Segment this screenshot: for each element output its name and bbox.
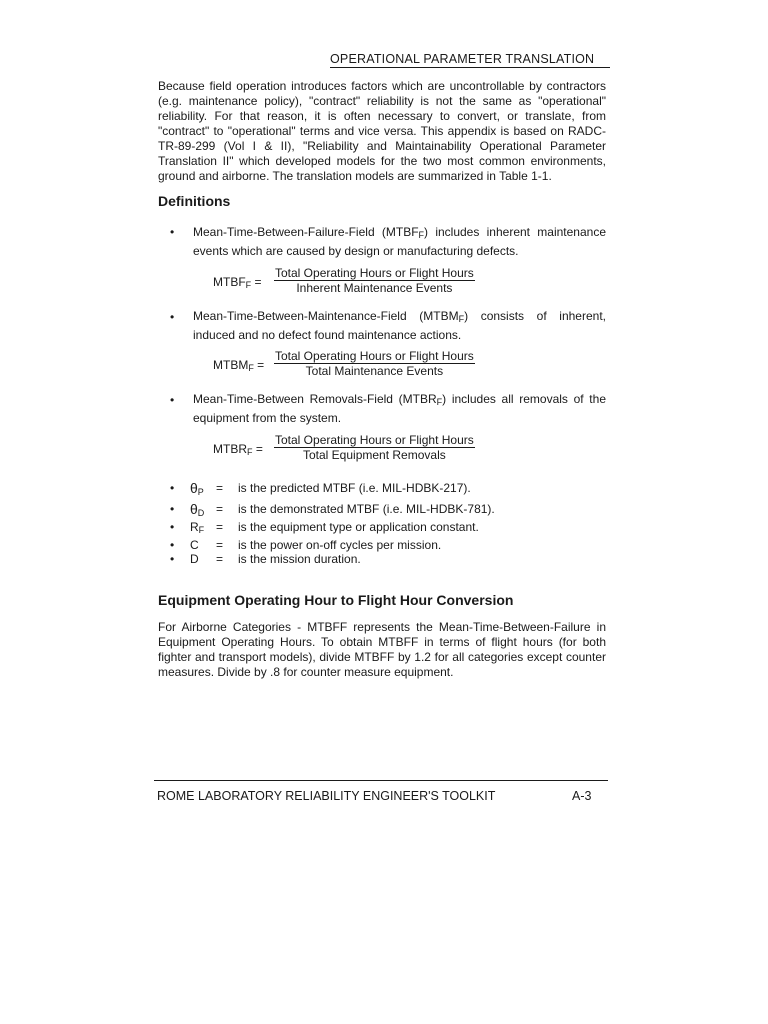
definition-mtbff bbox=[193, 224, 606, 259]
definition-text: Mean-Time-Between Removals-Field (MTBR bbox=[193, 392, 437, 406]
footer-title: ROME LABORATORY RELIABILITY ENGINEER'S TOOLKIT bbox=[157, 789, 496, 803]
bullet: • bbox=[170, 225, 175, 239]
conversion-heading: Equipment Operating Hour to Flight Hour Conversion bbox=[158, 592, 514, 608]
bullet: • bbox=[170, 393, 175, 407]
definition-text: Mean-Time-Between-Failure-Field (MTBF bbox=[193, 225, 419, 239]
formula-fraction bbox=[274, 433, 475, 462]
denominator: Total Maintenance Events bbox=[305, 364, 444, 378]
definition-text: Mean-Time-Between-Maintenance-Field (MTBM bbox=[193, 309, 459, 323]
symbol-description: is the predicted MTBF (i.e. MIL-HDBK-217). bbox=[238, 481, 471, 495]
intro-paragraph: Because field operation introduces factors which are uncontrollable by contractors (e.g. maintenance policy), "contract" reliability is not the same as "operational" reliability. For that reason, it is often necessary to convert, or translate, from "contract" to "operational" terms and vice versa. This appendix is based on RADC-TR-89-299 (Vol I & II), "Reliability and Maintainability Operational Parameter Translation II" which developed models for the two most common environments, ground and airborne. The translation models are summarized in Table 1-1. bbox=[158, 79, 606, 183]
symbol-theta-d: • $\theta_D$ = is the demonstrated MTBF (i.e. MIL-HDBK-781). bbox=[170, 501, 495, 518]
subscript: F bbox=[418, 230, 425, 240]
definition-text: ) includes inherent maintenance events which are caused by design or manufacturing defects. bbox=[193, 225, 606, 258]
numerator: Total Operating Hours or Flight Hours bbox=[275, 349, 474, 363]
footer-divider bbox=[154, 780, 608, 781]
definition-text: ) consists of inherent, induced and no defect found maintenance actions. bbox=[193, 309, 606, 342]
symbol-description: is the equipment type or application constant. bbox=[238, 520, 479, 534]
formula-lhs: $MTBM_F$ = bbox=[213, 358, 265, 373]
definition-mtbrf bbox=[193, 391, 606, 426]
bullet: • bbox=[170, 310, 175, 324]
denominator: Inherent Maintenance Events bbox=[296, 281, 453, 295]
symbol-rf: • $R_F$ = is the equipment type or application constant. bbox=[170, 520, 479, 535]
symbol-description: is the power on-off cycles per mission. bbox=[238, 538, 442, 552]
formula-fraction bbox=[274, 266, 475, 295]
definitions-heading: Definitions bbox=[158, 193, 231, 209]
symbol-theta-p: • $\theta_P$ = is the predicted MTBF (i.e. MIL-HDBK-217). bbox=[170, 480, 471, 497]
numerator: Total Operating Hours or Flight Hours bbox=[275, 433, 474, 447]
symbol-d: • D = is the mission duration. bbox=[170, 552, 361, 566]
denominator: Total Equipment Removals bbox=[303, 448, 446, 462]
formula-lhs: $MTBF_F$ = bbox=[213, 275, 262, 290]
running-header: OPERATIONAL PARAMETER TRANSLATION bbox=[330, 52, 610, 68]
subscript: F bbox=[458, 314, 465, 324]
definition-text: ) includes all removals of the equipment from the system. bbox=[193, 392, 606, 425]
definition-mtbmf bbox=[193, 308, 606, 343]
subscript: F bbox=[436, 397, 443, 407]
symbol-description: is the mission duration. bbox=[238, 552, 361, 566]
formula-lhs: $MTBR_F$ = bbox=[213, 442, 263, 457]
symbol-description: is the demonstrated MTBF (i.e. MIL-HDBK-781). bbox=[238, 502, 495, 516]
page-number: A-3 bbox=[572, 789, 592, 803]
numerator: Total Operating Hours or Flight Hours bbox=[275, 266, 474, 280]
symbol-c: • C = is the power on-off cycles per mission. bbox=[170, 538, 442, 552]
conversion-paragraph: For Airborne Categories - MTBFF represents the Mean-Time-Between-Failure in Equipment Operating Hours. To obtain MTBFF in terms of flight hours (for both fighter and transport models), divide MTBFF by 1.2 for all categories except counter measures. Divide by .8 for counter measure equipment. bbox=[158, 620, 606, 679]
formula-fraction bbox=[274, 349, 475, 378]
